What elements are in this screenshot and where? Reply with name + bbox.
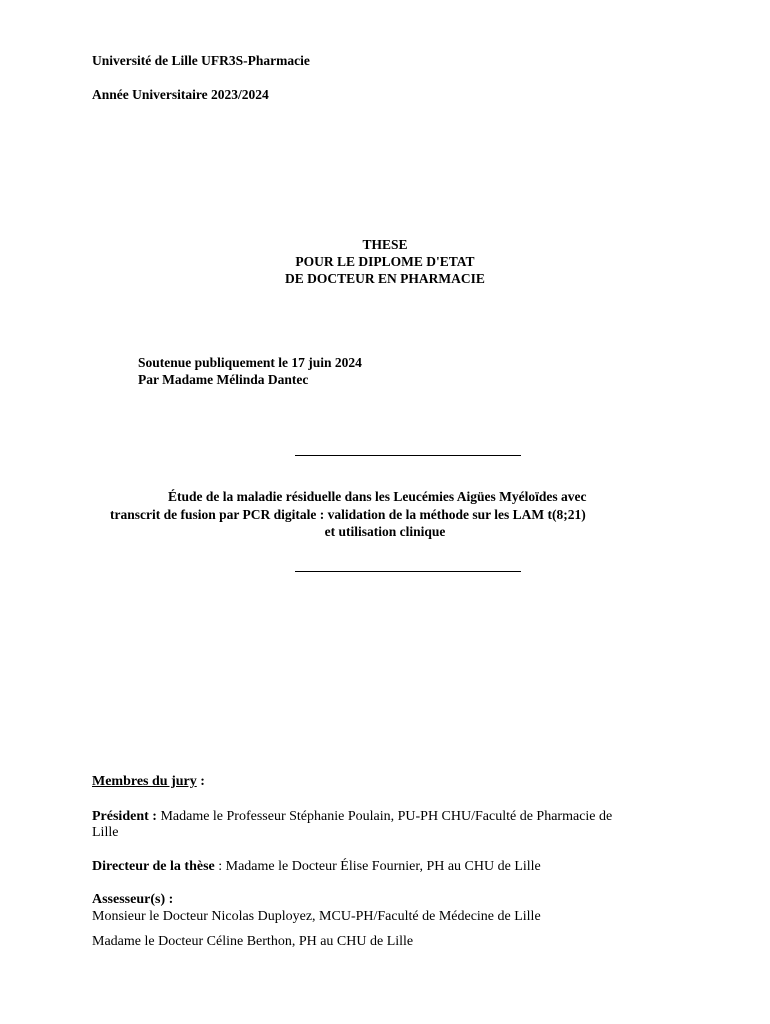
- president-text-continuation: Lille: [92, 825, 119, 840]
- university-name: Université de Lille UFR3S-Pharmacie: [92, 53, 310, 68]
- director-label: Directeur de la thèse: [92, 859, 215, 874]
- jury-heading-colon: :: [196, 774, 205, 789]
- president-label: Président :: [92, 809, 157, 824]
- assessor-2: Madame le Docteur Céline Berthon, PH au CHU de Lille: [92, 934, 414, 949]
- director-line: [92, 858, 541, 875]
- author-line: Par Madame Mélinda Dantec: [138, 372, 309, 387]
- jury-heading: [92, 773, 205, 790]
- president-text: Madame le Professeur Stéphanie Poulain, PU-PH CHU/Faculté de Pharmacie de: [156, 809, 613, 824]
- thesis-title-line-3: et utilisation clinique: [324, 524, 446, 539]
- thesis-type-block: [0, 236, 770, 287]
- title-rule-top: [295, 455, 521, 456]
- assessors-heading: Assesseur(s) :: [92, 892, 174, 907]
- thesis-title-line-2: transcrit de fusion par PCR digitale : validation de la méthode sur les LAM t(8;21): [110, 507, 586, 522]
- academic-year: Année Universitaire 2023/2024: [92, 87, 269, 102]
- thesis-type-line-2: POUR LE DIPLOME D'ETAT: [295, 254, 475, 269]
- defense-date: Soutenue publiquement le 17 juin 2024: [138, 355, 362, 370]
- director-text: : Madame le Docteur Élise Fournier, PH au CHU de Lille: [214, 859, 541, 874]
- president-line: [92, 808, 612, 825]
- thesis-type-line-1: THESE: [362, 237, 408, 252]
- assessor-1: Monsieur le Docteur Nicolas Duployez, MCU-PH/Faculté de Médecine de Lille: [92, 909, 541, 924]
- jury-heading-label: Membres du jury: [92, 774, 197, 789]
- title-rule-bottom: [295, 571, 521, 572]
- thesis-type-line-3: DE DOCTEUR EN PHARMACIE: [285, 271, 485, 286]
- thesis-title-line-1: Étude de la maladie résiduelle dans les Leucémies Aigües Myéloïdes avec: [168, 489, 587, 504]
